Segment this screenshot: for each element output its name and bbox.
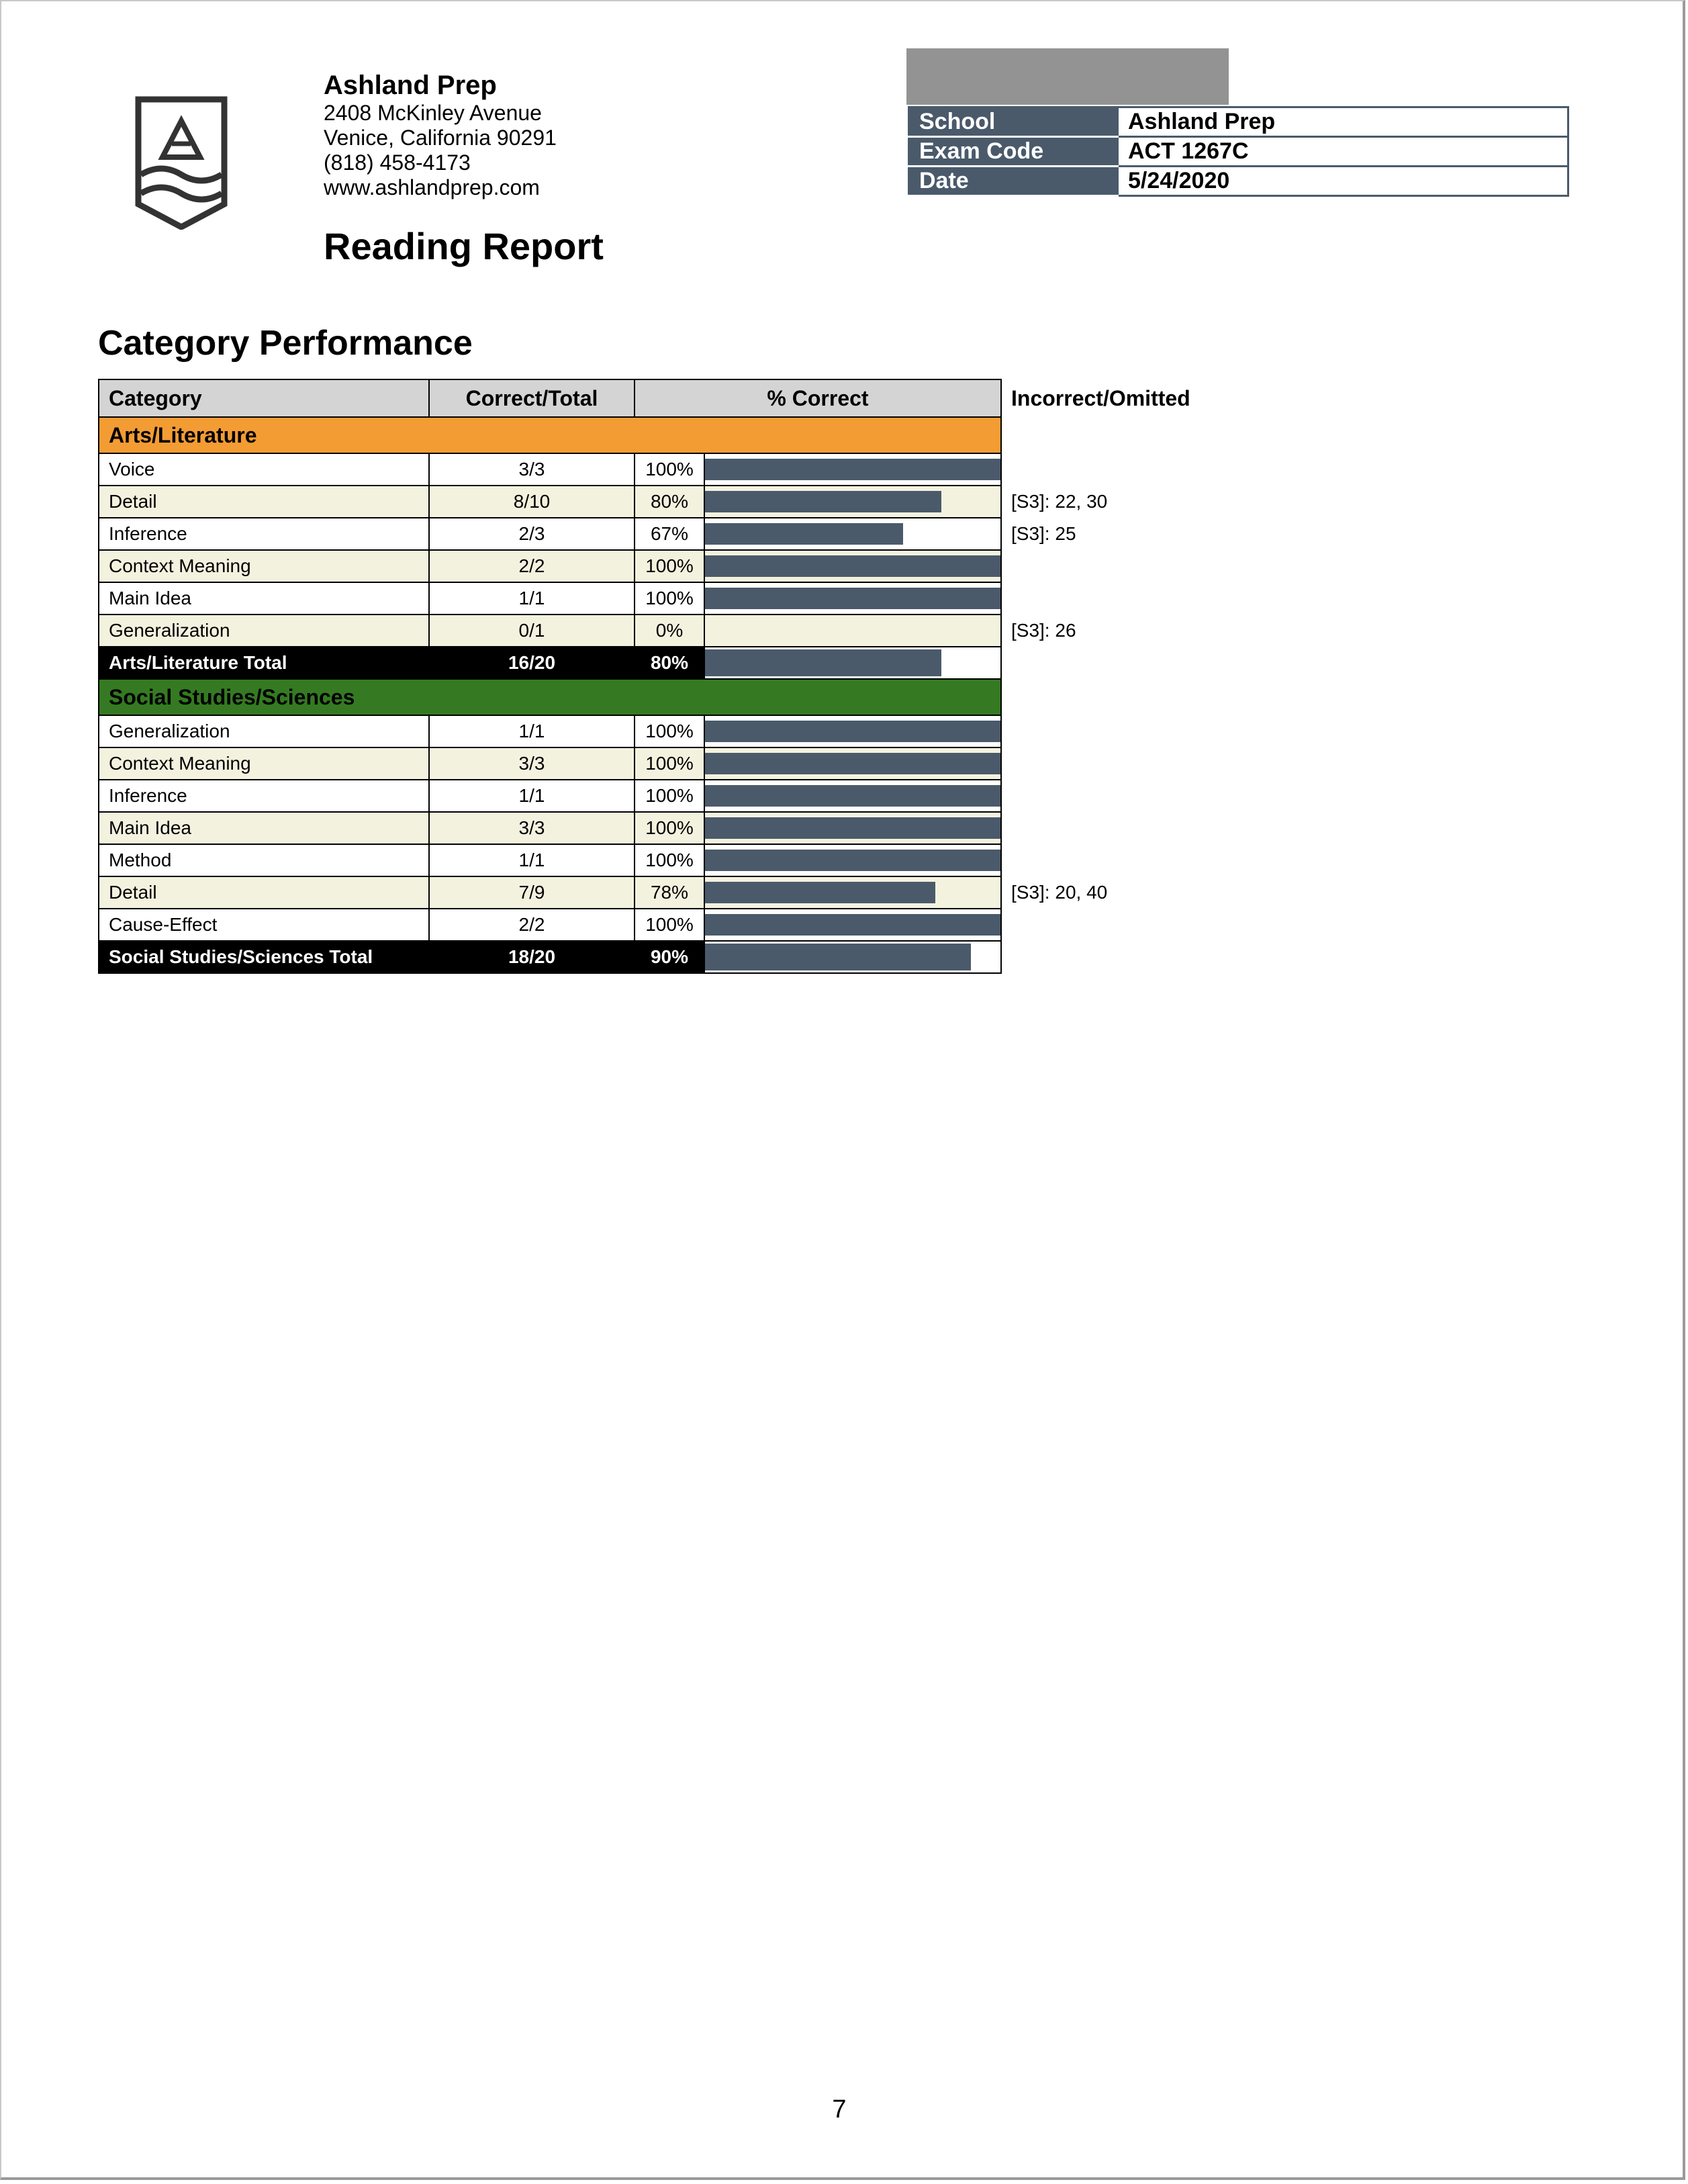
score-cell: 1/1 bbox=[429, 582, 635, 615]
percent-bar bbox=[705, 850, 1000, 871]
info-value: 5/24/2020 bbox=[1118, 167, 1568, 196]
category-cell: Main Idea bbox=[99, 582, 429, 615]
percent-bar-track bbox=[705, 491, 1000, 512]
percent-bar bbox=[705, 721, 1000, 742]
percent-bar-cell bbox=[704, 747, 1001, 780]
info-key: Exam Code bbox=[909, 137, 1118, 167]
category-cell: Generalization bbox=[99, 715, 429, 747]
score-cell: 2/3 bbox=[429, 518, 635, 550]
info-row-school bbox=[909, 107, 1568, 137]
category-cell: Method bbox=[99, 844, 429, 876]
total-category-cell: Social Studies/Sciences Total bbox=[99, 941, 429, 973]
header-incorrect-omitted: Incorrect/Omitted bbox=[1001, 379, 1243, 417]
page-number: 7 bbox=[832, 2095, 847, 2124]
score-cell: 3/3 bbox=[429, 747, 635, 780]
info-key: Date bbox=[909, 167, 1118, 196]
organization-block bbox=[324, 70, 557, 200]
percent-bar-cell bbox=[704, 647, 1001, 679]
percent-bar bbox=[705, 817, 1000, 839]
table-row bbox=[99, 812, 1243, 844]
percent-bar bbox=[705, 944, 971, 970]
score-cell: 2/2 bbox=[429, 550, 635, 582]
category-cell: Detail bbox=[99, 486, 429, 518]
info-key: School bbox=[909, 107, 1118, 137]
section-title: Category Performance bbox=[98, 324, 473, 363]
category-cell: Detail bbox=[99, 876, 429, 909]
percent-bar-track bbox=[705, 620, 1000, 641]
incorrect-cell bbox=[1001, 941, 1243, 973]
info-value: ACT 1267C bbox=[1118, 137, 1568, 167]
incorrect-cell bbox=[1001, 812, 1243, 844]
score-cell: 1/1 bbox=[429, 715, 635, 747]
percent-bar-cell bbox=[704, 550, 1001, 582]
percent-bar bbox=[705, 523, 903, 545]
header-percent-correct: % Correct bbox=[635, 379, 1001, 417]
table-row bbox=[99, 715, 1243, 747]
category-cell: Inference bbox=[99, 780, 429, 812]
percent-bar bbox=[705, 649, 941, 676]
incorrect-cell: [S3]: 26 bbox=[1001, 615, 1243, 647]
incorrect-cell bbox=[1001, 780, 1243, 812]
table-row bbox=[99, 780, 1243, 812]
percent-bar-cell bbox=[704, 518, 1001, 550]
percent-bar-track bbox=[705, 459, 1000, 480]
report-title: Reading Report bbox=[324, 225, 604, 267]
percent-bar-cell bbox=[704, 812, 1001, 844]
table-row bbox=[99, 747, 1243, 780]
percent-bar bbox=[705, 588, 1000, 609]
table-row bbox=[99, 876, 1243, 909]
score-cell: 7/9 bbox=[429, 876, 635, 909]
percent-cell: 100% bbox=[635, 715, 704, 747]
info-row-date bbox=[909, 167, 1568, 196]
total-category-cell: Arts/Literature Total bbox=[99, 647, 429, 679]
percent-bar bbox=[705, 785, 1000, 807]
percent-cell: 78% bbox=[635, 876, 704, 909]
website: www.ashlandprep.com bbox=[324, 175, 540, 199]
incorrect-cell bbox=[1001, 417, 1243, 453]
incorrect-cell bbox=[1001, 715, 1243, 747]
table-row bbox=[99, 615, 1243, 647]
table-row bbox=[99, 486, 1243, 518]
category-cell: Cause-Effect bbox=[99, 909, 429, 941]
category-cell: Generalization bbox=[99, 615, 429, 647]
category-cell: Context Meaning bbox=[99, 747, 429, 780]
percent-cell: 100% bbox=[635, 747, 704, 780]
percent-bar-cell bbox=[704, 582, 1001, 615]
info-value: Ashland Prep bbox=[1118, 107, 1568, 137]
score-cell: 1/1 bbox=[429, 844, 635, 876]
percent-bar bbox=[705, 555, 1000, 577]
percent-bar-track bbox=[705, 721, 1000, 742]
group-total-row bbox=[99, 941, 1243, 973]
table-row bbox=[99, 844, 1243, 876]
table-row bbox=[99, 582, 1243, 615]
score-cell: 8/10 bbox=[429, 486, 635, 518]
percent-bar bbox=[705, 491, 941, 512]
incorrect-cell bbox=[1001, 453, 1243, 486]
percent-bar-track bbox=[705, 785, 1000, 807]
percent-cell: 100% bbox=[635, 844, 704, 876]
percent-cell: 100% bbox=[635, 550, 704, 582]
header-correct-total: Correct/Total bbox=[429, 379, 635, 417]
score-cell: 3/3 bbox=[429, 812, 635, 844]
percent-bar-track bbox=[705, 882, 1000, 903]
address-line-2: Venice, California 90291 bbox=[324, 126, 557, 150]
percent-bar-cell bbox=[704, 780, 1001, 812]
score-cell: 3/3 bbox=[429, 453, 635, 486]
percent-cell: 100% bbox=[635, 780, 704, 812]
score-cell: 1/1 bbox=[429, 780, 635, 812]
score-cell: 0/1 bbox=[429, 615, 635, 647]
percent-bar-cell bbox=[704, 941, 1001, 973]
percent-bar bbox=[705, 914, 1000, 936]
percent-bar-cell bbox=[704, 715, 1001, 747]
percent-bar-track bbox=[705, 649, 1000, 676]
table-row bbox=[99, 518, 1243, 550]
percent-bar-track bbox=[705, 850, 1000, 871]
percent-bar-cell bbox=[704, 909, 1001, 941]
percent-bar-cell bbox=[704, 615, 1001, 647]
info-row-exam-code bbox=[909, 137, 1568, 167]
percent-bar-cell bbox=[704, 844, 1001, 876]
percent-cell: 100% bbox=[635, 909, 704, 941]
percent-bar bbox=[705, 459, 1000, 480]
incorrect-cell: [S3]: 25 bbox=[1001, 518, 1243, 550]
percent-bar-cell bbox=[704, 486, 1001, 518]
incorrect-cell bbox=[1001, 550, 1243, 582]
category-cell: Context Meaning bbox=[99, 550, 429, 582]
incorrect-cell bbox=[1001, 747, 1243, 780]
category-group-label: Arts/Literature bbox=[99, 417, 1001, 453]
total-percent-cell: 80% bbox=[635, 647, 704, 679]
table-header-row bbox=[99, 379, 1243, 417]
percent-cell: 80% bbox=[635, 486, 704, 518]
percent-bar-track bbox=[705, 588, 1000, 609]
incorrect-cell bbox=[1001, 679, 1243, 715]
table-row bbox=[99, 453, 1243, 486]
percent-bar-track bbox=[705, 944, 1000, 970]
incorrect-cell: [S3]: 20, 40 bbox=[1001, 876, 1243, 909]
table-row bbox=[99, 550, 1243, 582]
percent-cell: 100% bbox=[635, 812, 704, 844]
incorrect-cell bbox=[1001, 647, 1243, 679]
address-line-1: 2408 McKinley Avenue bbox=[324, 101, 542, 125]
percent-bar bbox=[705, 753, 1000, 774]
incorrect-cell bbox=[1001, 909, 1243, 941]
percent-bar-track bbox=[705, 914, 1000, 936]
category-group-row bbox=[99, 679, 1243, 715]
incorrect-cell: [S3]: 22, 30 bbox=[1001, 486, 1243, 518]
phone: (818) 458-4173 bbox=[324, 150, 471, 175]
category-group-label: Social Studies/Sciences bbox=[99, 679, 1001, 715]
incorrect-cell bbox=[1001, 844, 1243, 876]
percent-bar bbox=[705, 882, 935, 903]
percent-cell: 67% bbox=[635, 518, 704, 550]
percent-cell: 0% bbox=[635, 615, 704, 647]
percent-bar-track bbox=[705, 753, 1000, 774]
category-cell: Inference bbox=[99, 518, 429, 550]
percent-cell: 100% bbox=[635, 582, 704, 615]
org-name: Ashland Prep bbox=[324, 71, 497, 100]
header-category: Category bbox=[99, 379, 429, 417]
percent-bar-cell bbox=[704, 876, 1001, 909]
total-percent-cell: 90% bbox=[635, 941, 704, 973]
category-group-row bbox=[99, 417, 1243, 453]
percent-cell: 100% bbox=[635, 453, 704, 486]
category-cell: Main Idea bbox=[99, 812, 429, 844]
percent-bar-track bbox=[705, 817, 1000, 839]
total-score-cell: 18/20 bbox=[429, 941, 635, 973]
percent-bar-track bbox=[705, 523, 1000, 545]
redacted-block bbox=[906, 48, 1229, 105]
category-cell: Voice bbox=[99, 453, 429, 486]
percent-bar-cell bbox=[704, 453, 1001, 486]
incorrect-cell bbox=[1001, 582, 1243, 615]
group-total-row bbox=[99, 647, 1243, 679]
total-score-cell: 16/20 bbox=[429, 647, 635, 679]
score-cell: 2/2 bbox=[429, 909, 635, 941]
category-performance-table bbox=[98, 379, 1244, 974]
shield-logo-icon bbox=[134, 95, 228, 230]
table-row bbox=[99, 909, 1243, 941]
exam-info-table bbox=[908, 106, 1569, 197]
percent-bar-track bbox=[705, 555, 1000, 577]
